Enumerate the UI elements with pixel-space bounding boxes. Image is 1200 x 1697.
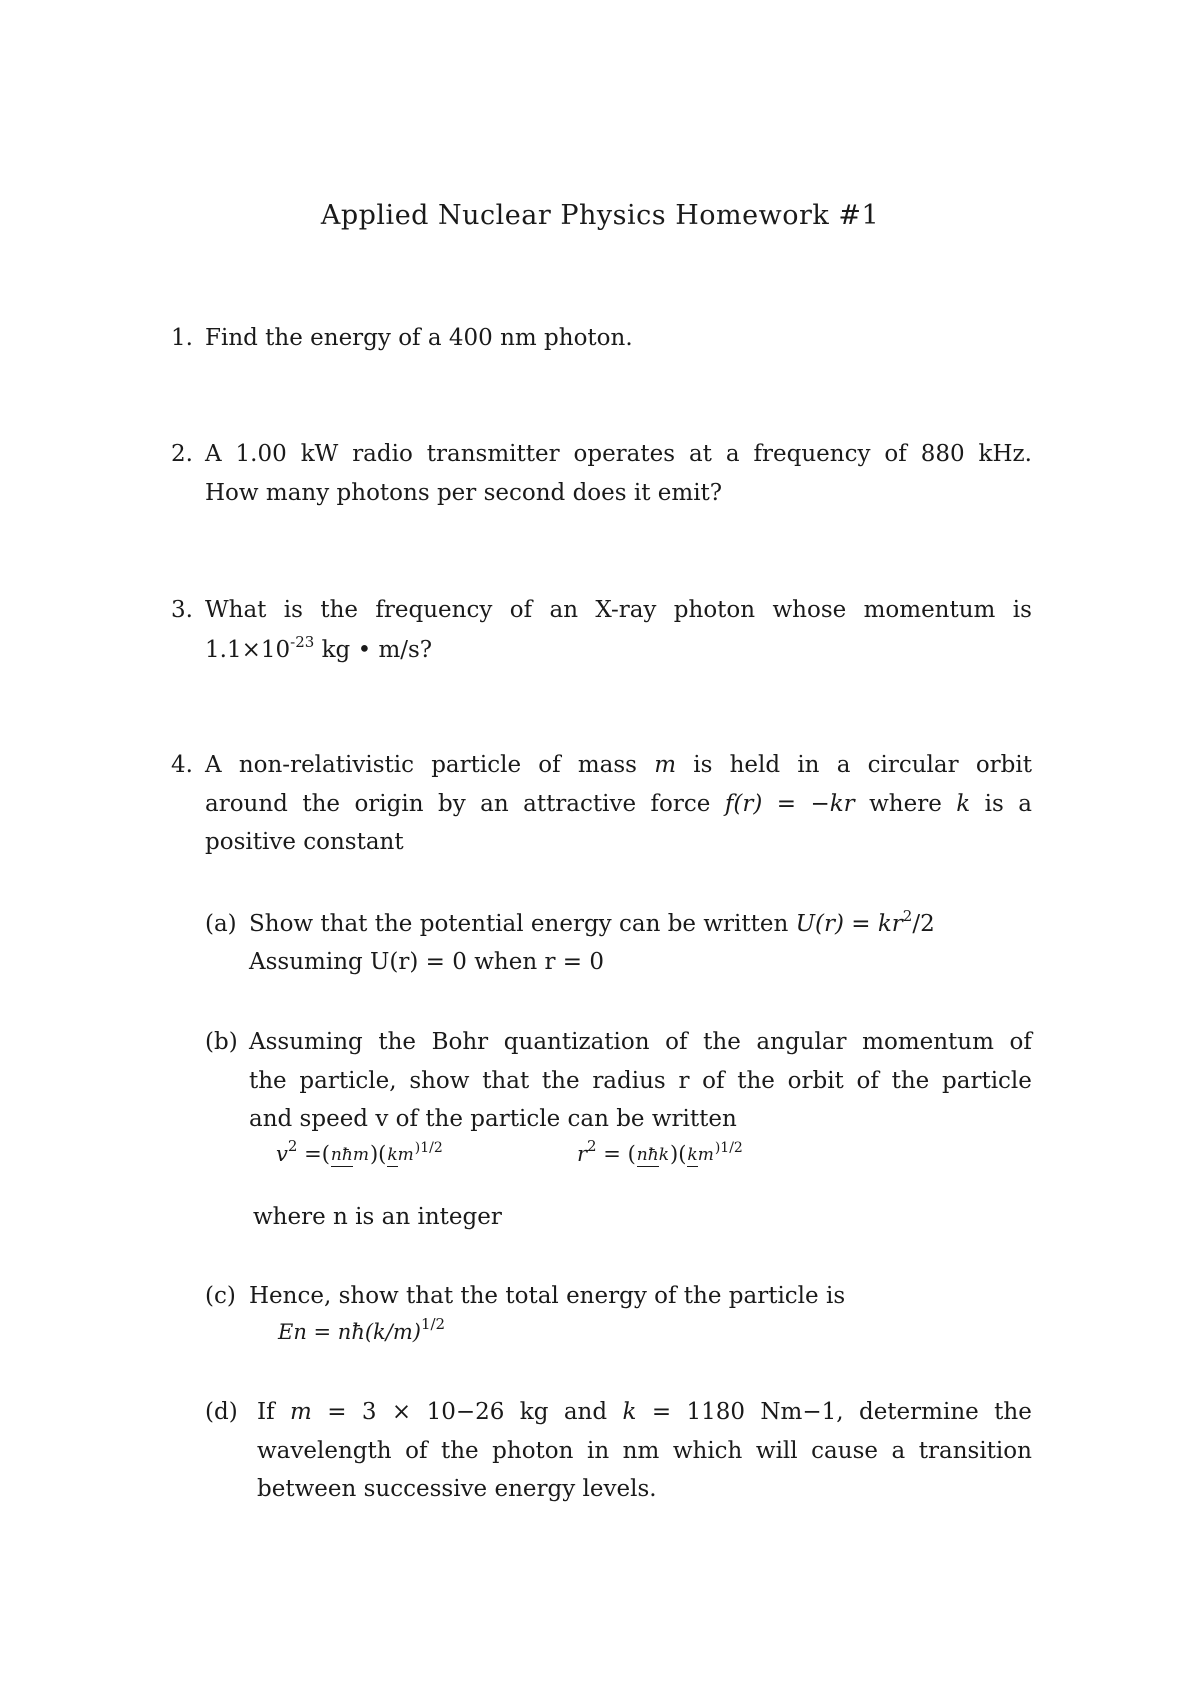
word: the bbox=[440, 1438, 479, 1464]
word: × bbox=[391, 1399, 412, 1425]
eq-v-equals: =( bbox=[304, 1142, 330, 1166]
eq-r-f1-numerator: nħ bbox=[636, 1145, 659, 1165]
word: X-ray bbox=[595, 597, 657, 623]
energy-equation: En = nħ(k/m) bbox=[278, 1320, 421, 1344]
momentum-unit: kg • m/s? bbox=[321, 637, 433, 663]
part-d-line-1 bbox=[257, 1401, 1032, 1424]
eq-r-mid: )( bbox=[670, 1142, 687, 1166]
eq-v-fraction-2 bbox=[387, 1147, 413, 1164]
word: frequency bbox=[375, 597, 493, 623]
word: by bbox=[437, 791, 466, 817]
word: r bbox=[678, 1068, 690, 1094]
word: m bbox=[290, 1399, 312, 1425]
word: momentum bbox=[862, 1029, 994, 1055]
word: Bohr bbox=[431, 1029, 489, 1055]
word: will bbox=[755, 1438, 798, 1464]
eq-v-f1-numerator: nħ bbox=[330, 1145, 353, 1165]
equation-r-squared bbox=[577, 1137, 743, 1166]
word: whose bbox=[772, 597, 847, 623]
word: 880 bbox=[920, 441, 965, 467]
word: origin bbox=[354, 791, 424, 817]
eq-v-f2-denominator: m bbox=[397, 1145, 414, 1165]
word: k bbox=[622, 1399, 637, 1425]
word: A bbox=[205, 752, 222, 778]
word: of bbox=[405, 1438, 428, 1464]
word: determine bbox=[858, 1399, 979, 1425]
word: of bbox=[509, 597, 533, 623]
word: is bbox=[283, 597, 303, 623]
word: the bbox=[302, 791, 341, 817]
word: 1.00 bbox=[235, 441, 287, 467]
word: 10−26 bbox=[426, 1399, 505, 1425]
word: circular bbox=[867, 752, 959, 778]
word: of bbox=[1009, 1029, 1032, 1055]
word: of bbox=[702, 1068, 725, 1094]
part-c-line-1: Hence, show that the total energy of the particle is bbox=[249, 1283, 846, 1309]
equation-v-squared bbox=[276, 1137, 443, 1166]
word: is bbox=[984, 791, 1004, 817]
word: an bbox=[549, 597, 579, 623]
word: photon bbox=[673, 597, 756, 623]
word: = bbox=[327, 1399, 347, 1425]
eq-r-fraction-2 bbox=[687, 1147, 713, 1164]
word: that bbox=[482, 1068, 530, 1094]
word: 1180 bbox=[686, 1399, 746, 1425]
word: particle bbox=[431, 752, 522, 778]
momentum-coefficient: 1.1×10 bbox=[205, 637, 291, 663]
question-1-text: Find the energy of a 400 nm photon. bbox=[205, 325, 633, 351]
word: = bbox=[651, 1399, 672, 1425]
part-b-label: (b) bbox=[205, 1029, 238, 1055]
question-1-number: 1. bbox=[171, 325, 193, 351]
page-title: Applied Nuclear Physics Homework #1 bbox=[320, 200, 880, 231]
word: a bbox=[1018, 791, 1032, 817]
eq-v-mid: )( bbox=[369, 1142, 387, 1166]
part-d-line-2 bbox=[257, 1440, 1032, 1463]
word: = bbox=[776, 791, 797, 817]
word: orbit bbox=[975, 752, 1032, 778]
word: operates bbox=[573, 441, 676, 467]
word: kHz. bbox=[978, 441, 1032, 467]
word: a bbox=[836, 752, 851, 778]
word: Nm−1, bbox=[760, 1399, 844, 1425]
word: kg bbox=[519, 1399, 549, 1425]
eq-r-fraction-1 bbox=[637, 1147, 669, 1164]
question-3-line-2 bbox=[205, 633, 433, 663]
part-c-equation bbox=[278, 1315, 446, 1344]
word: in bbox=[586, 1438, 610, 1464]
word: the bbox=[541, 1068, 580, 1094]
part-a-exponent: 2 bbox=[902, 907, 913, 925]
word: f(r) bbox=[724, 791, 763, 817]
question-2-line-1 bbox=[205, 443, 1032, 466]
part-a-text: Show that the potential energy can be written bbox=[249, 911, 789, 937]
word: and bbox=[563, 1399, 608, 1425]
word: kW bbox=[300, 441, 339, 467]
word: of bbox=[538, 752, 561, 778]
word: of bbox=[665, 1029, 688, 1055]
word: a bbox=[725, 441, 740, 467]
part-b-line-3: and speed v of the particle can be written bbox=[249, 1106, 737, 1132]
momentum-exponent: -23 bbox=[290, 633, 315, 651]
word: nm bbox=[622, 1438, 660, 1464]
eq-r-f2-denominator: m bbox=[697, 1145, 714, 1165]
eq-r-f1-denominator: k bbox=[658, 1145, 669, 1165]
word: show bbox=[409, 1068, 470, 1094]
word: force bbox=[650, 791, 711, 817]
word: k bbox=[956, 791, 971, 817]
word: at bbox=[688, 441, 712, 467]
eq-r-equals: = bbox=[603, 1142, 621, 1166]
word: mass bbox=[577, 752, 637, 778]
word: Assuming bbox=[249, 1029, 363, 1055]
word: orbit bbox=[787, 1068, 844, 1094]
question-4-number: 4. bbox=[171, 752, 193, 778]
energy-exponent: 1/2 bbox=[420, 1315, 446, 1333]
word: radius bbox=[592, 1068, 666, 1094]
eq-v-lhs-exp: 2 bbox=[287, 1137, 298, 1155]
word: held bbox=[729, 752, 781, 778]
word: which bbox=[672, 1438, 743, 1464]
word: particle bbox=[942, 1068, 1032, 1094]
part-a-equation: U(r) = kr bbox=[795, 911, 903, 937]
word: transmitter bbox=[426, 441, 560, 467]
part-a-line-1 bbox=[249, 907, 935, 937]
eq-r-f2-numerator: k bbox=[687, 1145, 698, 1165]
question-2-number: 2. bbox=[171, 441, 193, 467]
word: the bbox=[378, 1029, 417, 1055]
word: the bbox=[703, 1029, 741, 1055]
eq-v-tail: )1/2 bbox=[414, 1140, 443, 1156]
word: the bbox=[891, 1068, 930, 1094]
word: A bbox=[205, 441, 222, 467]
question-3-number: 3. bbox=[171, 597, 193, 623]
part-b-line-1 bbox=[249, 1031, 1032, 1054]
word: cause bbox=[811, 1438, 878, 1464]
eq-v-f1-denominator: m bbox=[352, 1145, 369, 1165]
word: of bbox=[856, 1068, 879, 1094]
part-a-line-2: Assuming U(r) = 0 when r = 0 bbox=[249, 949, 604, 975]
word: a bbox=[891, 1438, 906, 1464]
word: angular bbox=[756, 1029, 847, 1055]
part-b-line-2 bbox=[249, 1070, 1032, 1093]
part-d-label: (d) bbox=[205, 1399, 238, 1425]
word: particle, bbox=[299, 1068, 397, 1094]
word: where bbox=[869, 791, 942, 817]
word: attractive bbox=[523, 791, 637, 817]
question-4-line-3: positive constant bbox=[205, 829, 404, 855]
word: the bbox=[994, 1399, 1032, 1425]
word: in bbox=[797, 752, 820, 778]
word: If bbox=[257, 1399, 275, 1425]
question-3-line-1 bbox=[205, 599, 1032, 622]
word: photon bbox=[492, 1438, 574, 1464]
part-a-equation-tail: /2 bbox=[912, 911, 935, 937]
word: around bbox=[205, 791, 288, 817]
eq-v-lhs: v bbox=[276, 1142, 288, 1166]
part-d-line-3: between successive energy levels. bbox=[257, 1476, 657, 1502]
eq-r-open: ( bbox=[627, 1142, 636, 1166]
word: of bbox=[884, 441, 907, 467]
word: wavelength bbox=[257, 1438, 392, 1464]
word: an bbox=[480, 791, 509, 817]
word: radio bbox=[352, 441, 413, 467]
word: is bbox=[693, 752, 713, 778]
word: m bbox=[654, 752, 677, 778]
word: is bbox=[1012, 597, 1032, 623]
word: −kr bbox=[810, 791, 855, 817]
word: non-relativistic bbox=[238, 752, 414, 778]
word: transition bbox=[918, 1438, 1032, 1464]
word: momentum bbox=[863, 597, 996, 623]
question-2-line-2: How many photons per second does it emit? bbox=[205, 480, 723, 506]
eq-r-lhs-exp: 2 bbox=[587, 1137, 597, 1155]
word: the bbox=[249, 1068, 287, 1094]
word: the bbox=[737, 1068, 775, 1094]
word: 3 bbox=[361, 1399, 377, 1425]
word: the bbox=[320, 597, 359, 623]
question-4-line-1 bbox=[205, 754, 1032, 777]
word: quantization bbox=[503, 1029, 650, 1055]
eq-r-tail: )1/2 bbox=[714, 1140, 743, 1156]
word: What bbox=[205, 597, 267, 623]
eq-r-lhs: r bbox=[577, 1142, 588, 1166]
eq-v-fraction-1 bbox=[331, 1147, 369, 1164]
question-4-line-2 bbox=[205, 793, 1032, 816]
word: frequency bbox=[753, 441, 871, 467]
part-a-label: (a) bbox=[205, 911, 237, 937]
part-b-line-4: where n is an integer bbox=[253, 1204, 502, 1230]
eq-v-f2-numerator: k bbox=[387, 1145, 398, 1165]
part-c-label: (c) bbox=[205, 1283, 236, 1309]
